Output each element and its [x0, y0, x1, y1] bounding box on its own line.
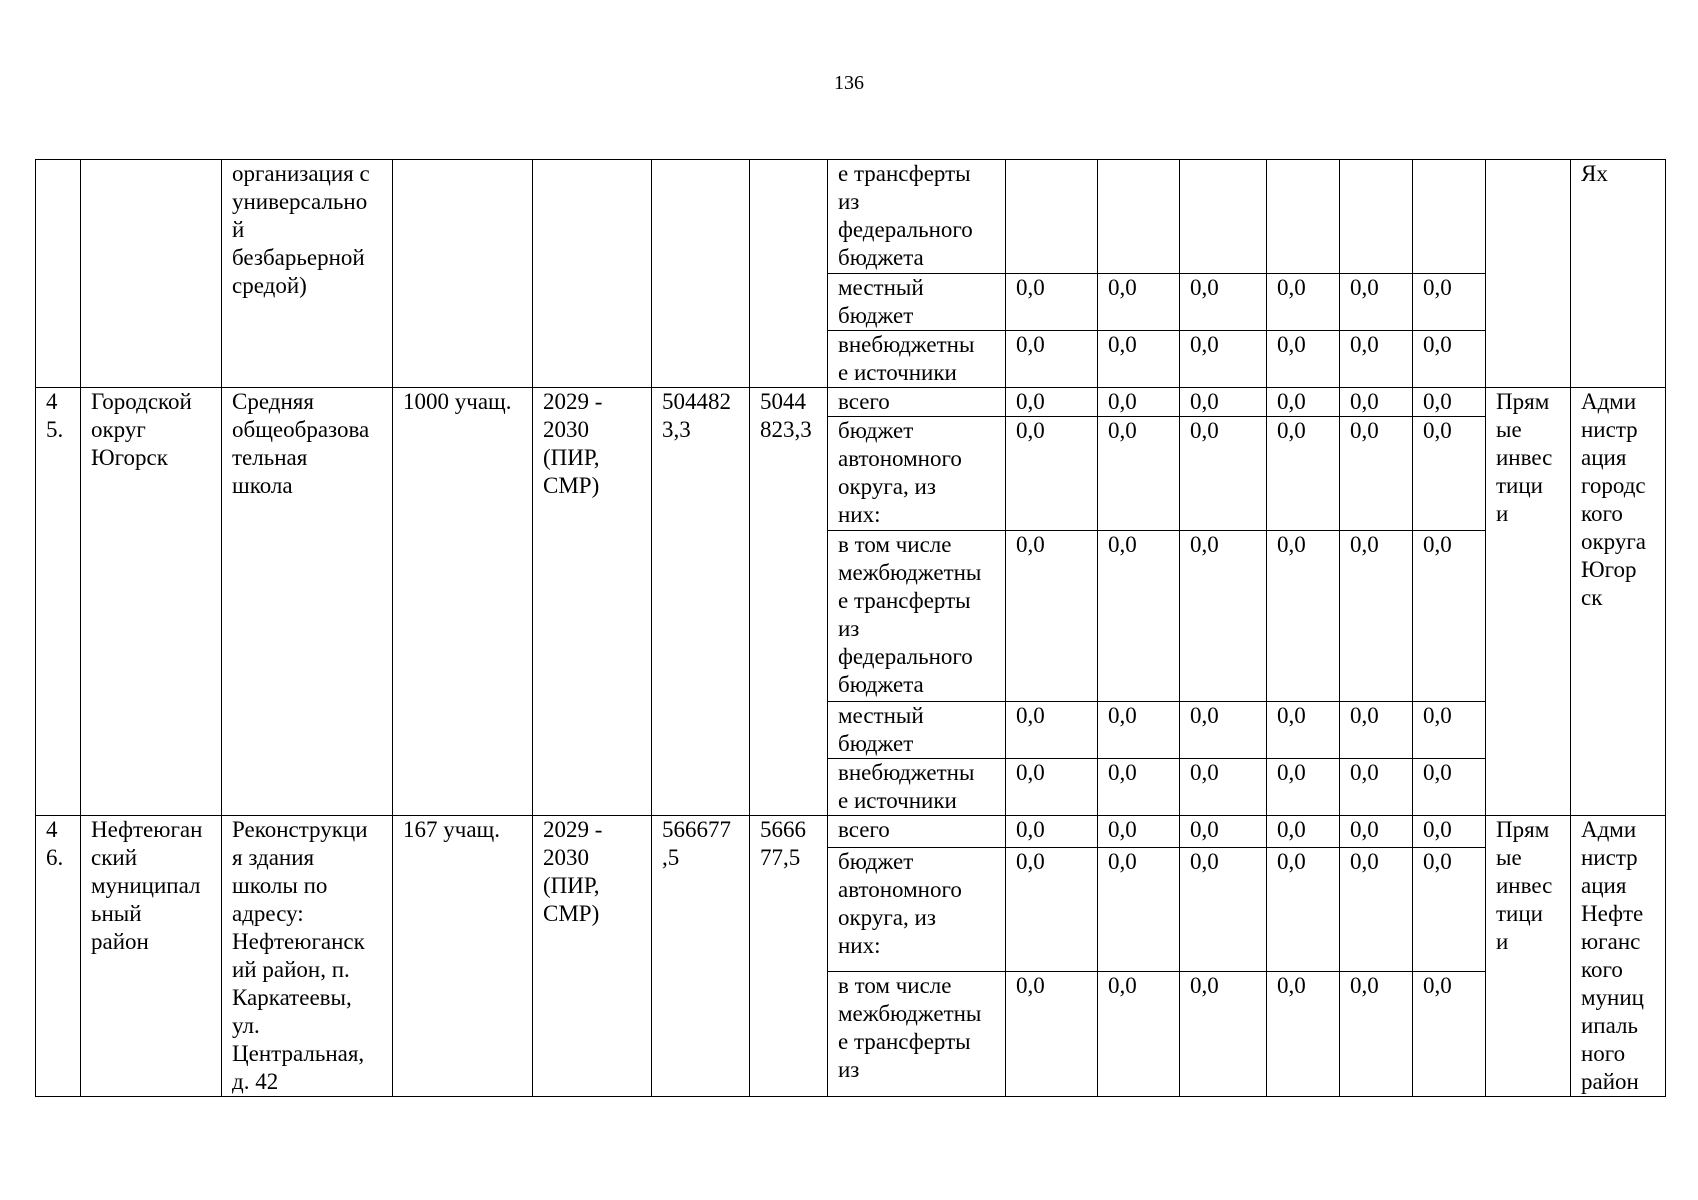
value-cell: 0,0 — [1006, 417, 1098, 531]
value-cell: 0,0 — [1267, 388, 1340, 417]
value-cell: 0,0 — [1098, 759, 1180, 816]
funding-source-cell: внебюджетны е источники — [828, 331, 1006, 388]
value-cell — [1006, 160, 1098, 274]
value-cell: 0,0 — [1006, 702, 1098, 759]
value-cell: 0,0 — [1267, 816, 1340, 848]
object-name-cell: Реконструкци я здания школы по адресу: Нефтеюганск ий район, п. Каркатеевы, ул. Центральная, д. 42 — [222, 816, 393, 1097]
responsible-cell: Адми нистр ация Нефте юганс кого муниц ипаль ного район — [1571, 816, 1666, 1097]
page-number: 136 — [834, 72, 864, 94]
value-cell: 0,0 — [1340, 388, 1413, 417]
value-cell: 0,0 — [1180, 759, 1267, 816]
row-number-cell: 4 5. — [36, 388, 81, 816]
investment-type-cell: Прям ые инвес тици и — [1486, 388, 1571, 816]
value-cell: 0,0 — [1413, 847, 1486, 972]
value-cell: 0,0 — [1267, 531, 1340, 702]
value-cell: 0,0 — [1340, 702, 1413, 759]
value-cell: 0,0 — [1267, 417, 1340, 531]
value-cell: 0,0 — [1267, 702, 1340, 759]
funding-source-cell: в том числе межбюджетны е трансферты из федерального бюджета — [828, 531, 1006, 702]
value-cell: 0,0 — [1413, 816, 1486, 848]
remaining-cost-cell: 5044 823,3 — [750, 388, 828, 816]
investment-type-cell: Прям ые инвес тици и — [1486, 816, 1571, 1097]
value-cell: 0,0 — [1098, 417, 1180, 531]
value-cell: 0,0 — [1340, 972, 1413, 1097]
table-row — [36, 160, 1666, 274]
value-cell: 0,0 — [1267, 972, 1340, 1097]
value-cell: 0,0 — [1180, 531, 1267, 702]
value-cell: 0,0 — [1006, 388, 1098, 417]
value-cell: 0,0 — [1267, 847, 1340, 972]
financing-table — [35, 159, 1666, 1097]
value-cell: 0,0 — [1180, 816, 1267, 848]
responsible-cell: Адми нистр ация городс кого округа Югор ск — [1571, 388, 1666, 816]
value-cell: 0,0 — [1413, 972, 1486, 1097]
value-cell: 0,0 — [1267, 274, 1340, 331]
value-cell: 0,0 — [1098, 331, 1180, 388]
value-cell: 0,0 — [1180, 972, 1267, 1097]
municipality-cell: Нефтеюган ский муниципал ьный район — [81, 816, 222, 1097]
value-cell — [1098, 160, 1180, 274]
funding-source-cell: бюджет автономного округа, из них: — [828, 847, 1006, 972]
value-cell: 0,0 — [1413, 274, 1486, 331]
municipality-cell — [81, 160, 222, 388]
funding-source-cell: бюджет автономного округа, из них: — [828, 417, 1006, 531]
remaining-cost-cell — [750, 160, 828, 388]
value-cell: 0,0 — [1340, 417, 1413, 531]
value-cell: 0,0 — [1180, 702, 1267, 759]
period-cell — [533, 160, 652, 388]
value-cell: 0,0 — [1006, 847, 1098, 972]
value-cell: 0,0 — [1098, 274, 1180, 331]
capacity-cell — [393, 160, 533, 388]
funding-source-cell: в том числе межбюджетны е трансферты из — [828, 972, 1006, 1097]
funding-source-cell: местный бюджет — [828, 274, 1006, 331]
value-cell: 0,0 — [1098, 816, 1180, 848]
value-cell — [1180, 160, 1267, 274]
value-cell: 0,0 — [1006, 531, 1098, 702]
value-cell: 0,0 — [1413, 702, 1486, 759]
value-cell: 0,0 — [1098, 972, 1180, 1097]
value-cell: 0,0 — [1180, 388, 1267, 417]
value-cell: 0,0 — [1267, 331, 1340, 388]
capacity-cell: 167 учащ. — [393, 816, 533, 1097]
cost-cell: 504482 3,3 — [652, 388, 750, 816]
value-cell: 0,0 — [1340, 331, 1413, 388]
value-cell: 0,0 — [1267, 759, 1340, 816]
value-cell: 0,0 — [1413, 331, 1486, 388]
value-cell: 0,0 — [1180, 847, 1267, 972]
value-cell: 0,0 — [1006, 274, 1098, 331]
funding-source-cell: местный бюджет — [828, 702, 1006, 759]
value-cell: 0,0 — [1098, 702, 1180, 759]
period-cell: 2029 - 2030 (ПИР, СМР) — [533, 388, 652, 816]
table-row — [36, 388, 1666, 417]
value-cell: 0,0 — [1180, 331, 1267, 388]
value-cell: 0,0 — [1413, 388, 1486, 417]
cost-cell: 566677 ,5 — [652, 816, 750, 1097]
value-cell: 0,0 — [1006, 972, 1098, 1097]
value-cell: 0,0 — [1098, 847, 1180, 972]
value-cell: 0,0 — [1413, 417, 1486, 531]
value-cell: 0,0 — [1340, 759, 1413, 816]
value-cell: 0,0 — [1180, 274, 1267, 331]
value-cell: 0,0 — [1006, 331, 1098, 388]
funding-source-cell: е трансферты из федерального бюджета — [828, 160, 1006, 274]
value-cell: 0,0 — [1413, 531, 1486, 702]
remaining-cost-cell: 5666 77,5 — [750, 816, 828, 1097]
municipality-cell: Городской округ Югорск — [81, 388, 222, 816]
value-cell — [1340, 160, 1413, 274]
value-cell: 0,0 — [1340, 816, 1413, 848]
investment-type-cell — [1486, 160, 1571, 388]
value-cell: 0,0 — [1098, 531, 1180, 702]
period-cell: 2029 - 2030 (ПИР, СМР) — [533, 816, 652, 1097]
value-cell: 0,0 — [1340, 274, 1413, 331]
cost-cell — [652, 160, 750, 388]
capacity-cell: 1000 учащ. — [393, 388, 533, 816]
responsible-cell: Ях — [1571, 160, 1666, 388]
table-row — [36, 816, 1666, 848]
value-cell — [1267, 160, 1340, 274]
funding-source-cell: внебюджетны е источники — [828, 759, 1006, 816]
funding-source-cell: всего — [828, 388, 1006, 417]
value-cell: 0,0 — [1180, 417, 1267, 531]
funding-source-cell: всего — [828, 816, 1006, 848]
value-cell: 0,0 — [1340, 531, 1413, 702]
row-number-cell: 4 6. — [36, 816, 81, 1097]
value-cell: 0,0 — [1098, 388, 1180, 417]
value-cell — [1413, 160, 1486, 274]
value-cell: 0,0 — [1340, 847, 1413, 972]
value-cell: 0,0 — [1006, 759, 1098, 816]
value-cell: 0,0 — [1413, 759, 1486, 816]
value-cell: 0,0 — [1006, 816, 1098, 848]
object-name-cell: Средняя общеобразова тельная школа — [222, 388, 393, 816]
object-name-cell: организация с универсально й безбарьерной средой) — [222, 160, 393, 388]
row-number-cell — [36, 160, 81, 388]
